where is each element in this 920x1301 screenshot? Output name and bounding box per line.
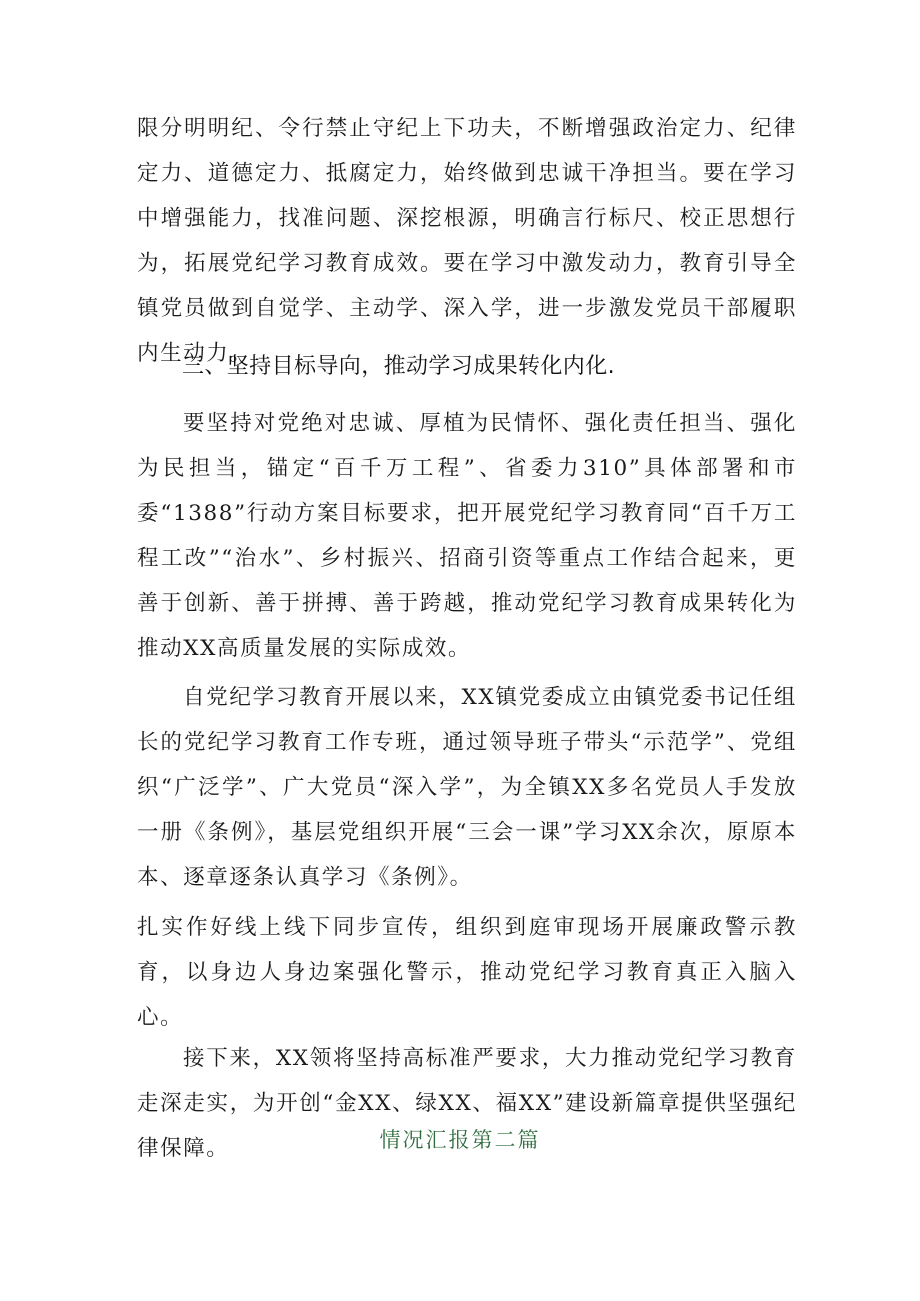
body-paragraph: 自党纪学习教育开展以来，XX镇党委成立由镇党委书记任组长的党纪学习教育工作专班，通过领导班子带头“示范学”、党组织“广泛学”、广大党员“深入学”，为全镇XX多名党员人手发放一册《条例》，基层党组织开展“三会一课”学习XX余次，原原本本、逐章逐条认真学习《条例》。 (137, 685, 797, 890)
body-paragraph: 要坚持对党绝对忠诚、厚植为民情怀、强化责任担当、强化为民担当，锚定“百千万工程”、省委力310”具体部署和市委“1388”行动方案目标要求，把开展党纪学习教育同“百千万工程工改”“治水”、乡村振兴、招商引资等重点工作结合起来，更善于创新、善于拼搏、善于跨越，推动党纪学习教育成果转化为推动XX高质量发展的实际成效。 (137, 411, 797, 661)
body-paragraph: 扎实作好线上线下同步宣传，组织到庭审现场开展廉政警示教育，以身边人身边案强化警示，推动党纪学习教育真正入脑入心。 (137, 915, 797, 1030)
body-paragraph: 限分明明纪、令行禁止守纪上下功夫，不断增强政治定力、纪律定力、道德定力、抵腐定力，始终做到忠诚干净担当。要在学习中增强能力，找准问题、深挖根源，明确言行标尺、校正思想行为，拓展党纪学习教育成效。要在学习中激发动力，教育引导全镇党员做到自觉学、主动学、深入学，进一步激发党员干部履职内生动力。 (137, 116, 797, 366)
section-heading: 三、坚持目标导向，推动学习成果转化内化. (182, 354, 615, 379)
body-paragraph: 接下来，XX领将坚持高标准严要求，大力推动党纪学习教育走深走实，为开创“金XX、绿XX、福XX”建设新篇章提供坚强纪律保障。 (137, 1046, 797, 1161)
next-section-title: 情况汇报第二篇 (379, 1128, 541, 1152)
